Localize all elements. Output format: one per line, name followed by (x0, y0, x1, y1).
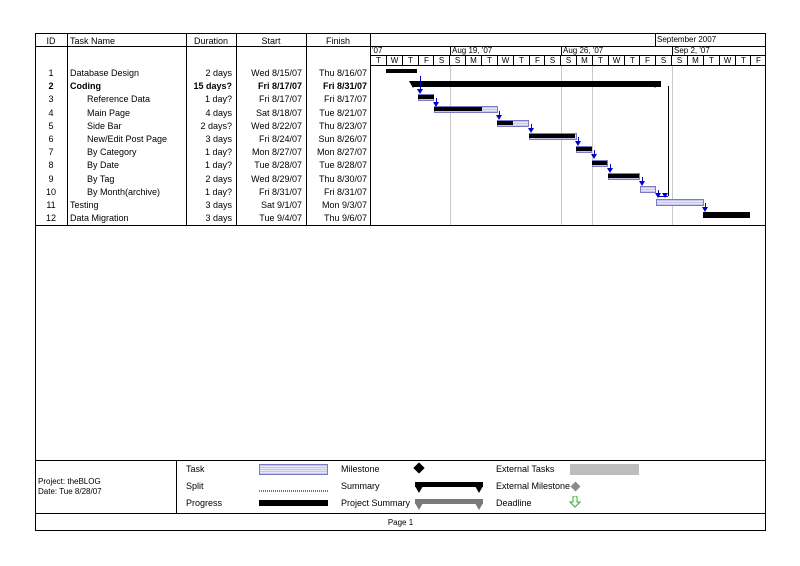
task-name[interactable]: New/Edit Post Page (87, 134, 168, 144)
project-date: Date: Tue 8/28/07 (38, 487, 102, 496)
task-start[interactable]: Wed 8/29/07 (251, 174, 302, 184)
task-name[interactable]: By Date (87, 160, 120, 170)
col-header-start[interactable]: Start (261, 36, 281, 46)
legend-progress-label: Progress (186, 498, 223, 508)
day-label: W (612, 56, 621, 65)
task-start[interactable]: Sat 9/1/07 (260, 200, 302, 210)
task-start[interactable]: Wed 8/15/07 (251, 68, 302, 78)
task-name[interactable]: Testing (70, 200, 99, 210)
task-finish[interactable]: Mon 9/3/07 (321, 200, 367, 210)
legend-split-label: Split (186, 481, 204, 491)
day-label: F (535, 56, 540, 65)
task-finish[interactable]: Fri 8/31/07 (322, 81, 367, 91)
legend-external-tasks-label: External Tasks (496, 464, 555, 474)
dependency-arrow (591, 154, 597, 159)
task-start[interactable]: Mon 8/27/07 (251, 147, 302, 157)
page-frame (35, 33, 766, 531)
task-finish[interactable]: Thu 8/30/07 (318, 174, 367, 184)
dependency-arrow (607, 168, 613, 173)
day-label: W (501, 56, 510, 65)
task-id[interactable]: 10 (45, 187, 56, 197)
day-label: W (390, 56, 399, 65)
task-id[interactable]: 5 (48, 121, 54, 131)
summary-bar-coding[interactable] (413, 81, 661, 87)
day-label: S (565, 56, 572, 65)
day-label: T (376, 56, 381, 65)
dependency-arrow (528, 128, 534, 133)
dependency-arrow (496, 115, 502, 120)
project-name: Project: theBLOG (38, 477, 101, 486)
header-divider (35, 46, 766, 47)
dependency-arrow (417, 89, 423, 94)
summary-end-marker (651, 81, 659, 88)
footer-divider (35, 513, 766, 514)
col-line (67, 33, 68, 225)
summary-start-marker (409, 81, 417, 88)
task-duration[interactable]: 2 days (205, 174, 232, 184)
task-finish[interactable]: Thu 8/16/07 (318, 68, 367, 78)
task-duration[interactable]: 3 days (205, 134, 232, 144)
day-label: T (741, 56, 746, 65)
task-name[interactable]: Coding (70, 81, 101, 91)
task-start[interactable]: Fri 8/31/07 (258, 187, 302, 197)
bar-database-design[interactable] (386, 69, 417, 73)
task-duration[interactable]: 1 day? (204, 94, 232, 104)
bar-testing[interactable] (656, 199, 704, 206)
timescale-week: Aug 19, '07 (452, 46, 493, 55)
legend-summary-label: Summary (341, 481, 380, 491)
col-header-name[interactable]: Task Name (70, 36, 116, 46)
day-label: T (630, 56, 635, 65)
task-id[interactable]: 11 (46, 200, 56, 210)
timescale-week: Aug 26, '07 (563, 46, 604, 55)
timescale-week: Sep 2, '07 (674, 46, 710, 55)
task-id[interactable]: 7 (48, 147, 54, 157)
day-label: T (408, 56, 413, 65)
legend-deadline-label: Deadline (496, 498, 532, 508)
day-label: T (487, 56, 492, 65)
legend-external-milestone-label: External Milestone (496, 481, 571, 491)
task-finish[interactable]: Tue 8/28/07 (319, 160, 367, 170)
task-finish[interactable]: Fri 8/17/07 (323, 94, 367, 104)
day-label: M (581, 56, 588, 65)
task-duration[interactable]: 2 days (205, 68, 232, 78)
day-label: T (519, 56, 524, 65)
deadline-arrow-icon (569, 496, 581, 508)
day-label: F (645, 56, 650, 65)
col-header-finish[interactable]: Finish (325, 36, 350, 46)
dependency-arrow (575, 141, 581, 146)
legend-project-summary-swatch (415, 499, 483, 504)
bar-data-migration[interactable] (703, 212, 750, 218)
day-label: F (424, 56, 429, 65)
dependency-arrow (639, 181, 645, 186)
table-bottom (35, 225, 766, 226)
task-name[interactable]: Data Migration (70, 213, 129, 223)
legend-split-swatch (259, 490, 328, 492)
timescale-month: September 2007 (657, 35, 717, 44)
task-id[interactable]: 6 (48, 134, 54, 144)
task-finish[interactable]: Thu 9/6/07 (323, 213, 367, 223)
day-label: M (470, 56, 477, 65)
legend-summary-swatch (415, 482, 483, 487)
task-start[interactable]: Sat 8/18/07 (255, 108, 302, 118)
task-duration[interactable]: 15 days? (193, 81, 232, 91)
day-label: M (692, 56, 699, 65)
task-id[interactable]: 4 (48, 108, 54, 118)
task-name[interactable]: Side Bar (87, 121, 122, 131)
task-finish[interactable]: Mon 8/27/07 (316, 147, 367, 157)
task-start[interactable]: Fri 8/17/07 (258, 94, 302, 104)
dependency-arrow (702, 207, 708, 212)
day-label: S (660, 56, 667, 65)
day-label: S (454, 56, 461, 65)
task-name[interactable]: By Category (87, 147, 137, 157)
task-start[interactable]: Tue 8/28/07 (254, 160, 302, 170)
timescale-week: '07 (372, 46, 383, 55)
day-label: W (723, 56, 732, 65)
col-header-id[interactable]: ID (46, 36, 56, 46)
day-label: F (756, 56, 761, 65)
legend-milestone-label: Milestone (341, 464, 380, 474)
legend-project-summary-label: Project Summary (341, 498, 411, 508)
day-label: S (549, 56, 556, 65)
legend-progress-swatch (259, 500, 328, 506)
task-start[interactable]: Tue 9/4/07 (259, 213, 302, 223)
task-id[interactable]: 9 (48, 174, 54, 184)
task-duration[interactable]: 1 day? (204, 147, 232, 157)
task-name[interactable]: By Month(archive) (87, 187, 161, 197)
day-label: T (709, 56, 714, 65)
task-id[interactable]: 8 (48, 160, 54, 170)
bar-by-month-archive[interactable] (640, 186, 656, 193)
task-duration[interactable]: 2 days? (200, 121, 232, 131)
task-duration[interactable]: 1 day? (204, 160, 232, 170)
legend-divider (35, 460, 766, 461)
day-label: S (438, 56, 445, 65)
task-finish[interactable]: Sun 8/26/07 (318, 134, 367, 144)
task-id[interactable]: 12 (45, 213, 56, 223)
task-duration[interactable]: 4 days (205, 108, 232, 118)
task-duration[interactable]: 1 day? (204, 187, 232, 197)
col-header-duration[interactable]: Duration (193, 36, 229, 46)
task-id[interactable]: 2 (48, 81, 54, 91)
task-finish[interactable]: Thu 8/23/07 (318, 121, 367, 131)
task-name[interactable]: Reference Data (87, 94, 151, 104)
task-start[interactable]: Wed 8/22/07 (251, 121, 302, 131)
task-start[interactable]: Fri 8/17/07 (257, 81, 302, 91)
task-finish[interactable]: Tue 8/21/07 (319, 108, 367, 118)
day-label: S (676, 56, 683, 65)
task-duration[interactable]: 3 days (205, 213, 232, 223)
task-id[interactable]: 1 (48, 68, 54, 78)
day-label: T (598, 56, 603, 65)
dependency-arrow (433, 102, 439, 107)
task-duration[interactable]: 3 days (205, 200, 232, 210)
task-name[interactable]: Main Page (87, 108, 131, 118)
task-finish[interactable]: Fri 8/31/07 (323, 187, 367, 197)
legend-task-label: Task (186, 464, 205, 474)
timescale-divider (655, 33, 656, 46)
task-name[interactable]: By Tag (87, 174, 115, 184)
legend-task-swatch (259, 464, 328, 475)
task-id[interactable]: 3 (48, 94, 54, 104)
legend-external-tasks-swatch (570, 464, 639, 475)
task-name[interactable]: Database Design (70, 68, 140, 78)
task-start[interactable]: Fri 8/24/07 (258, 134, 302, 144)
page-number: Page 1 (387, 518, 414, 527)
